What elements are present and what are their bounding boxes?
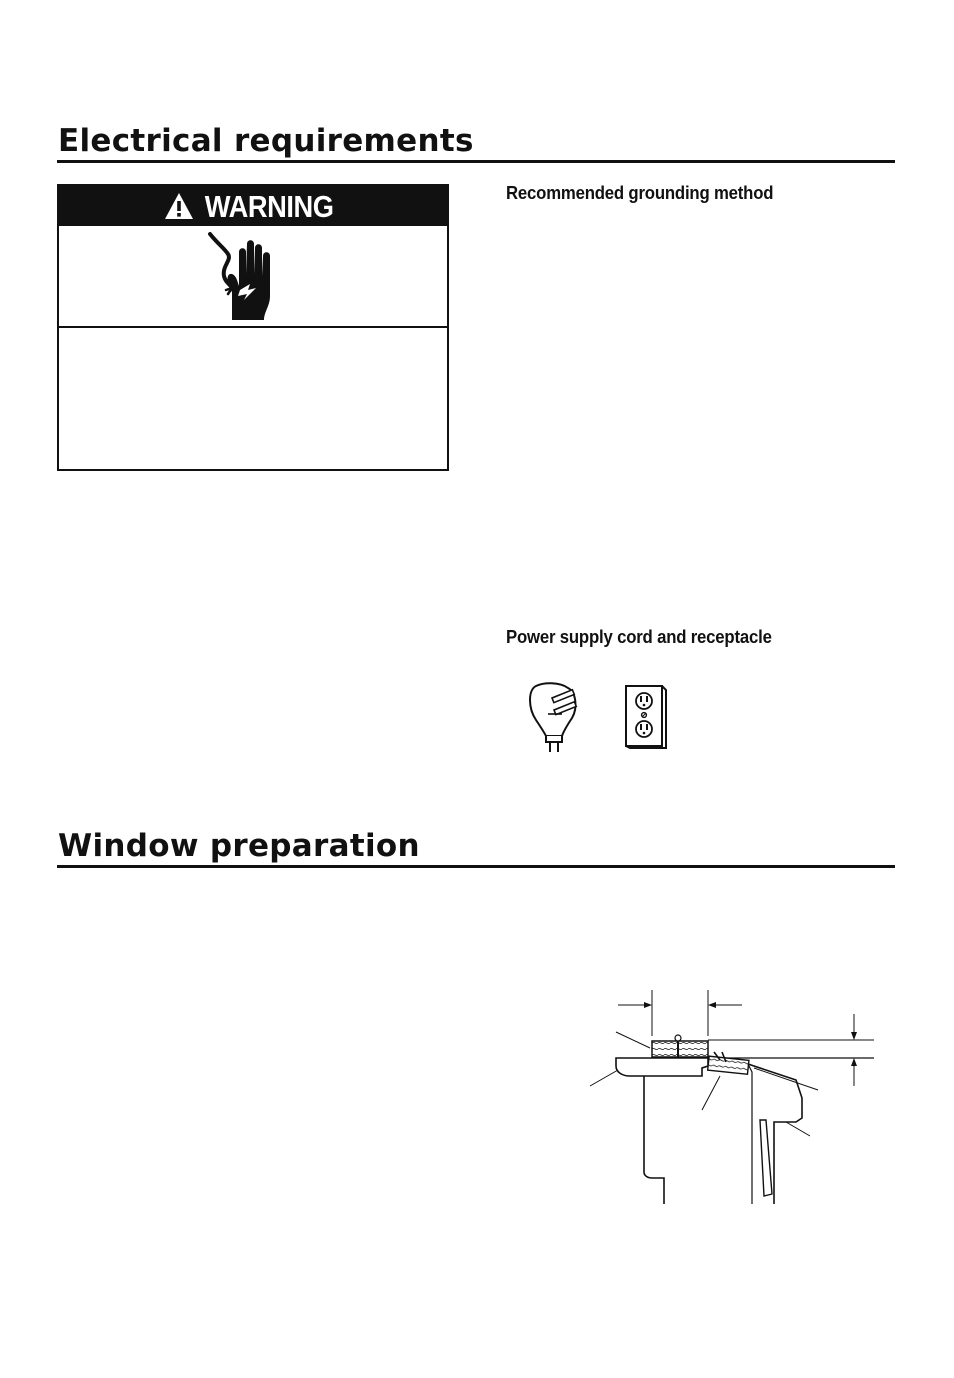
subhead-grounding-method: Recommended grounding method <box>506 183 774 203</box>
subhead-power-cord: Power supply cord and receptacle <box>506 627 772 647</box>
section-title-window: Window preparation <box>58 828 420 864</box>
electrical-shock-hazard-icon <box>204 230 282 322</box>
window-sill-cross-section-diagram <box>586 986 880 1206</box>
section-title-electrical: Electrical requirements <box>58 123 474 159</box>
section-rule-window <box>57 865 895 868</box>
warning-box <box>57 184 449 471</box>
grounded-wall-receptacle-icon <box>624 684 668 750</box>
warning-divider <box>59 326 447 328</box>
section-rule-electrical <box>57 160 895 163</box>
warning-header <box>59 186 447 226</box>
warning-label: WARNING <box>204 188 334 224</box>
three-prong-plug-icon <box>522 680 584 754</box>
warning-triangle-icon <box>164 192 194 220</box>
